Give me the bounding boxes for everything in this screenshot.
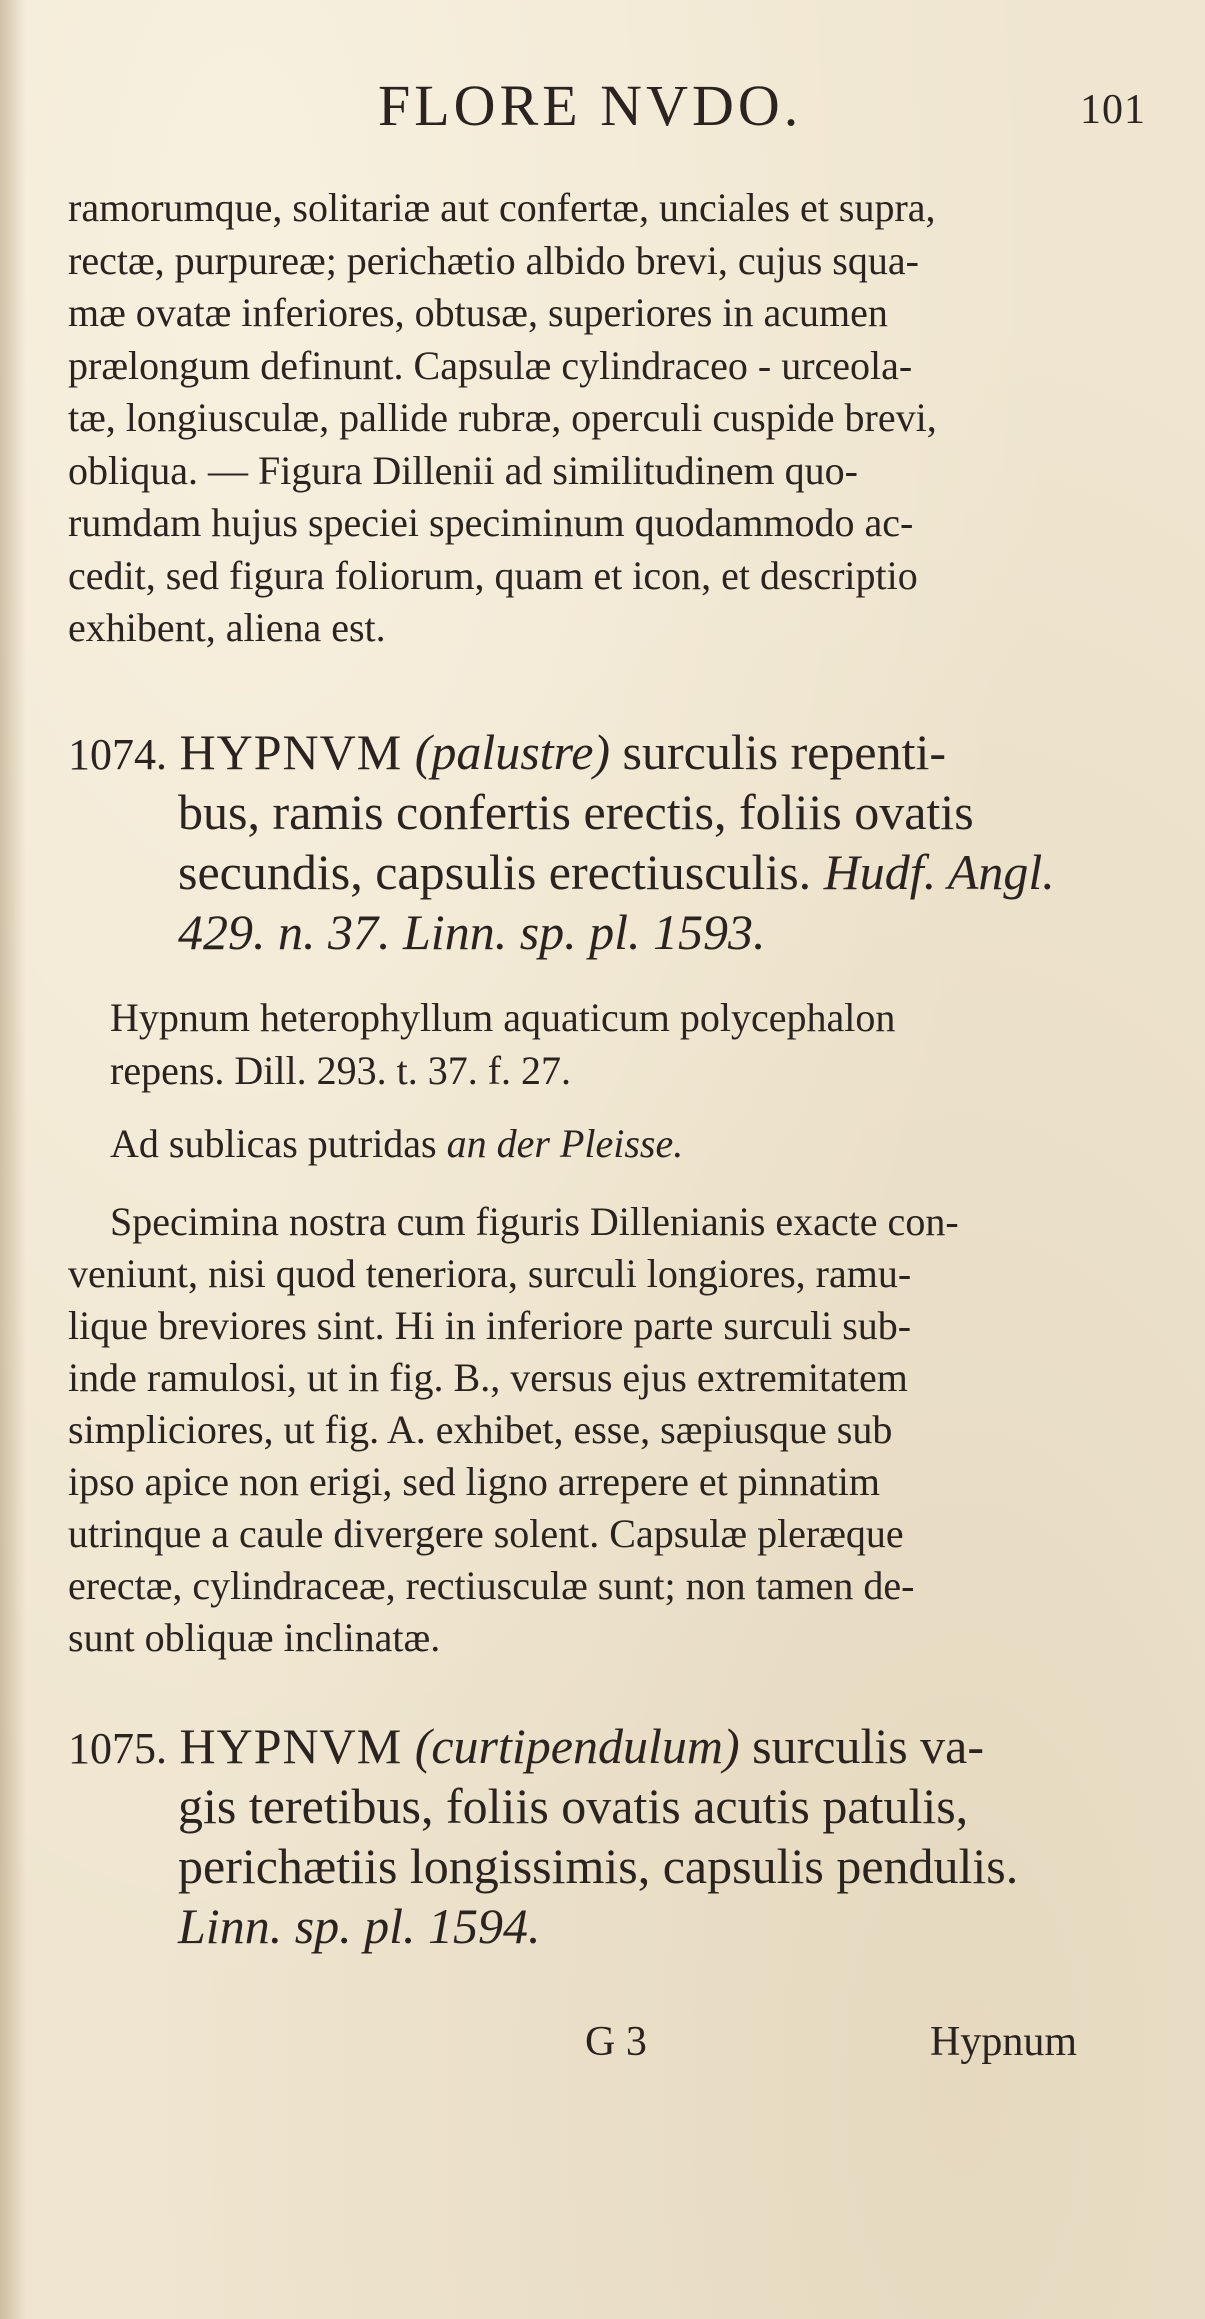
- text-line: tæ, longiusculæ, pallide rubræ, operculi cuspide brevi,: [68, 395, 937, 440]
- entry-heading-line: [68, 722, 1138, 782]
- entry-1075-heading: [68, 1716, 1138, 1956]
- habitat-locality: an der Pleisse.: [446, 1121, 684, 1166]
- synonym-line: repens. Dill. 293. t. 37. f. 27.: [110, 1047, 572, 1093]
- text-line: cedit, sed figura foliorum, quam et icon, et descriptio: [68, 552, 918, 598]
- gutter-shadow: [0, 0, 26, 2319]
- text-line: exhibent, aliena est.: [68, 605, 386, 650]
- reference-line: Linn. sp. pl. 1594.: [178, 1898, 541, 1954]
- text-line: lique breviores sint. Hi in inferiore parte surculi sub-: [68, 1303, 912, 1348]
- reference-line: 429. n. 37. Linn. sp. pl. 1593.: [178, 904, 766, 960]
- reference-text: Hudf. Angl.: [823, 844, 1055, 900]
- text-line: Specimina nostra cum figuris Dillenianis exacte con-: [110, 1199, 959, 1244]
- entry-heading-line: perichætiis longissimis, capsulis pendulis.: [178, 1838, 1019, 1894]
- entry-heading-line: [68, 1716, 1138, 1776]
- text-line: sunt obliquæ inclinatæ.: [68, 1615, 441, 1660]
- running-head: [0, 72, 1205, 142]
- species-name: (palustre): [414, 724, 611, 780]
- page-footer: [0, 2018, 1205, 2078]
- diagnosis-text: surculis repenti-: [622, 724, 947, 780]
- text-line: simpliciores, ut fig. A. exhibet, esse, sæpiusque sub: [68, 1407, 893, 1452]
- entry-heading-line: [68, 842, 1138, 902]
- habitat-text: Ad sublicas putridas: [110, 1121, 437, 1166]
- entry-heading-line: gis teretibus, foliis ovatis acutis patulis,: [178, 1778, 969, 1834]
- genus-name: HYPNVM: [179, 724, 403, 780]
- species-name: (curtipendulum): [414, 1718, 740, 1774]
- text-line: rectæ, purpureæ; perichætio albido brevi, cujus squa-: [68, 237, 919, 283]
- text-line: inde ramulosi, ut in fig. B., versus ejus extremitatem: [68, 1355, 908, 1400]
- text-line: ipso apice non erigi, sed ligno arrepere et pinnatim: [68, 1459, 880, 1504]
- entry-number: 1074.: [68, 730, 167, 779]
- text-line: obliqua. — Figura Dillenii ad similitudinem quo-: [68, 447, 858, 493]
- page-number: 101: [1080, 87, 1146, 133]
- text-line: mæ ovatæ inferiores, obtusæ, superiores in acumen: [68, 290, 888, 335]
- text-line: prælongum definunt. Capsulæ cylindraceo - urceola-: [68, 342, 913, 388]
- entry-heading-line: bus, ramis confertis erectis, foliis ovatis: [178, 784, 974, 840]
- genus-name: HYPNVM: [179, 1718, 403, 1774]
- text-line: erectæ, cylindraceæ, rectiusculæ sunt; non tamen de-: [68, 1563, 915, 1608]
- diagnosis-text: surculis va-: [752, 1718, 985, 1774]
- text-line: utrinque a caule divergere solent. Capsulæ pleræque: [68, 1511, 904, 1556]
- running-title: FLORE NVDO.: [378, 73, 803, 138]
- entry-1074-heading: [68, 722, 1138, 962]
- synonym-line: Hypnum heterophyllum aquaticum polycephalon: [110, 995, 896, 1040]
- diagnosis-text: secundis, capsulis erectiusculis.: [178, 844, 812, 900]
- signature-mark: G 3: [585, 2019, 647, 2065]
- habitat-line: [110, 1118, 1140, 1170]
- text-line: rumdam hujus speciei speciminum quodammodo ac-: [68, 500, 914, 545]
- text-line: veniunt, nisi quod teneriora, surculi longiores, ramu-: [68, 1251, 912, 1296]
- catchword: Hypnum: [930, 2019, 1077, 2065]
- text-line: ramorumque, solitariæ aut confertæ, unciales et supra,: [68, 185, 936, 230]
- synonym-block: [110, 992, 1140, 1097]
- entry-number: 1075.: [68, 1724, 167, 1773]
- continued-paragraph: [68, 182, 1138, 655]
- description-paragraph: [68, 1196, 1138, 1664]
